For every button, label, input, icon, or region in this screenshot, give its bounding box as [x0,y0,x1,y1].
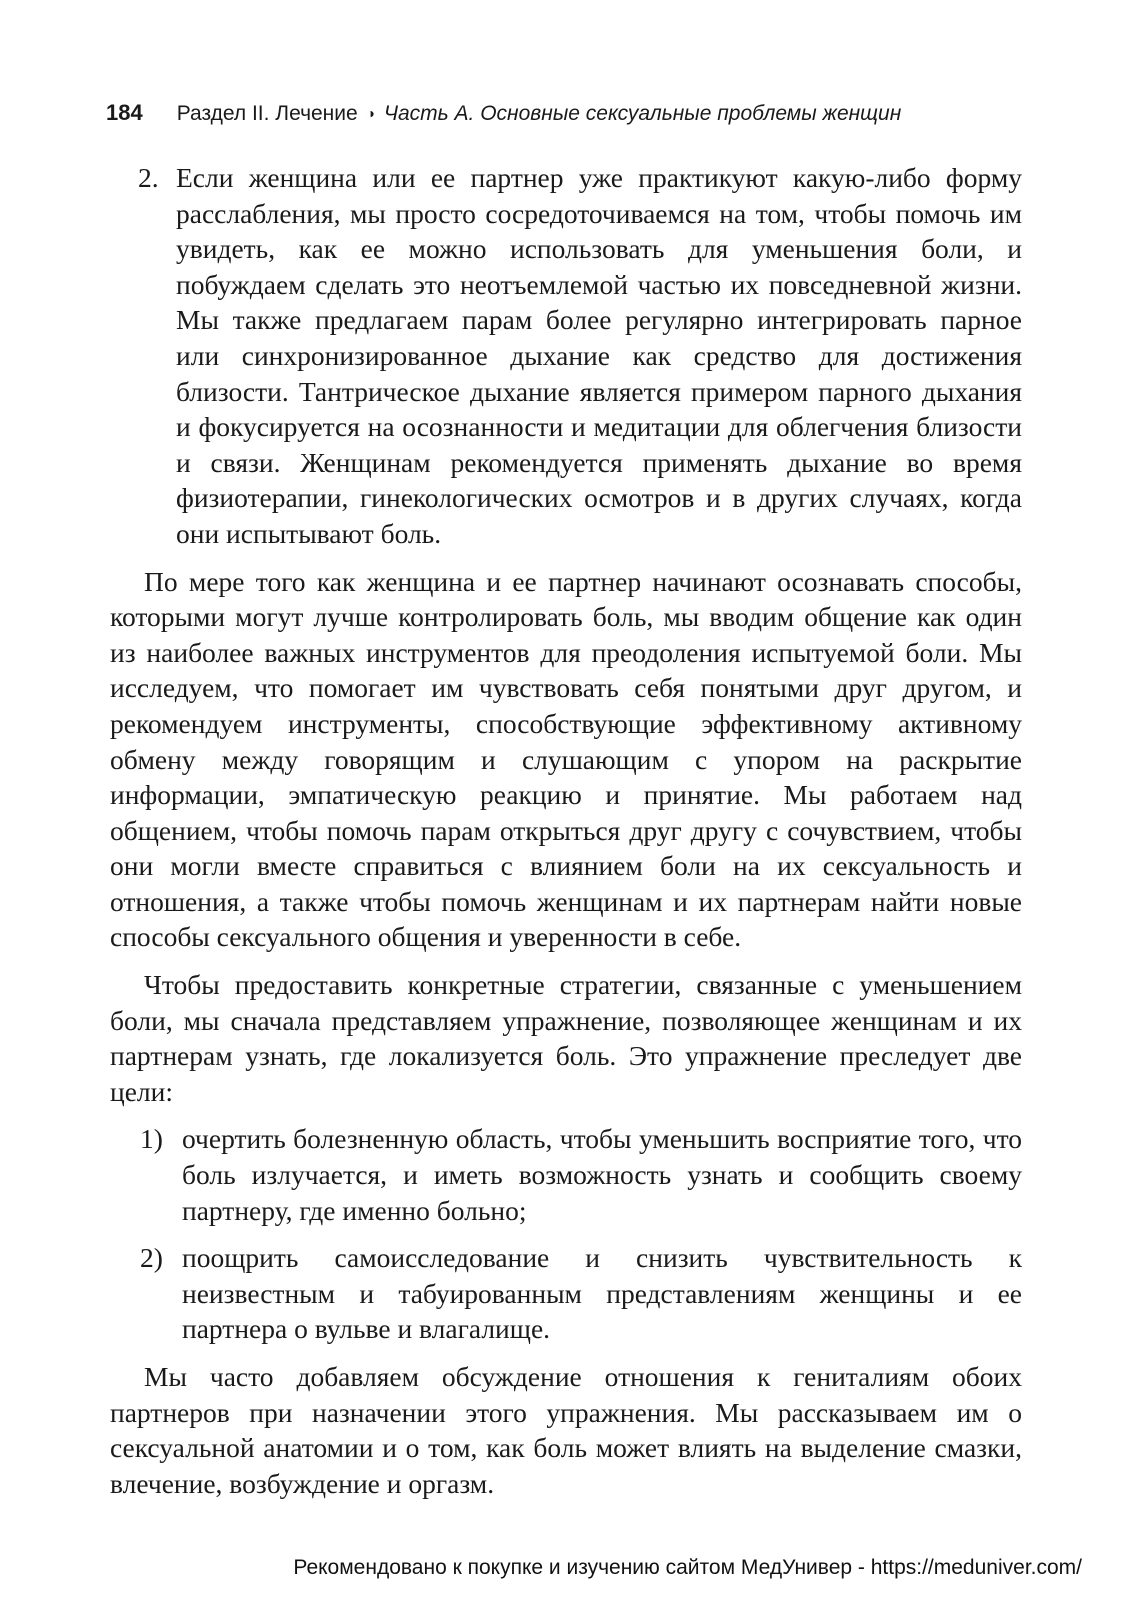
goal-list-item-2 [110,1240,1022,1347]
paragraph-communication: По мере того как женщина и ее партнер начинают осознавать способы, которыми могут лучше контролировать боль, мы вводим общение как один из наиболее важных инструментов для преодоления испытуемой боли. Мы исследуем, что помогает им чувствовать себя понятыми друг другом, и рекомендуем инструменты, способствующие эффективному активному обмену между говорящим и слушающим с упором на раскрытие информации, эмпатическую реакцию и принятие. Мы работаем над общением, чтобы помочь парам открыться друг другу с сочувствием, чтобы они могли вместе справиться с влиянием боли на их сексуальность и отношения, а также чтобы помочь женщинам и их партнерам найти новые способы сексуального общения и уверенности в себе. [110,565,1022,953]
list-marker: 2) [140,1242,163,1274]
list-item-text: поощрить самоисследование и снизить чувствительность к неизвестным и табуированным представлениям женщины и ее партнера о вульве и влагалище. [182,1242,1022,1345]
section-title: Раздел II. Лечение [176,102,358,125]
list-marker: 1) [140,1123,163,1155]
goal-list-item-1 [110,1121,1022,1228]
paragraph-anatomy: Мы часто добавляем обсуждение отношения к гениталиям обоих партнеров при назначении этого упражнения. Мы рассказываем им о сексуальной анатомии и о том, как боль может влиять на выделение смазки, влечение, возбуждение и оргазм. [110,1361,1022,1499]
paragraph-strategies: Чтобы предоставить конкретные стратегии, связанные с уменьшением боли, мы сначала представляем упражнение, позволяющее женщинам и их партнерам узнать, где локализуется боль. Это упражнение преследует две цели: [110,969,1022,1107]
running-head [106,100,1026,134]
page-number: 184 [106,100,143,125]
page-body [110,160,1022,1513]
numbered-list-item-2 [110,160,1022,552]
list-marker: 2. [138,162,159,193]
footer-recommendation: Рекомендовано к покупке и изучению сайтом МедУнивер - https://meduniver.com/ [293,1556,1082,1579]
part-title: Часть А. Основные сексуальные проблемы женщин [383,102,902,125]
list-item-text: Если женщина или ее партнер уже практикуют какую-либо форму расслабления, мы просто сосредоточиваемся на том, чтобы помочь им увидеть, как ее можно использовать для уменьшения боли, и побуждаем сделать это неотъемлемой частью их повседневной жизни. Мы также предлагаем парам более регулярно интегрировать парное или синхронизированное дыхание как средство для достижения близости. Тантрическое дыхание является примером парного дыхания и фокусируется на осознанности и медитации для облегчения близости и связи. Женщинам рекомендуется применять дыхание во время физиотерапии, гинекологических осмотров и в других случаях, когда они испытывают боль. [176,162,1022,549]
list-item-text: очертить болезненную область, чтобы уменьшить восприятие того, что боль излучается, и иметь возможность узнать и сообщить своему партнеру, где именно больно; [182,1123,1022,1226]
half-circle-bullet-icon: ◑ [366,105,376,121]
